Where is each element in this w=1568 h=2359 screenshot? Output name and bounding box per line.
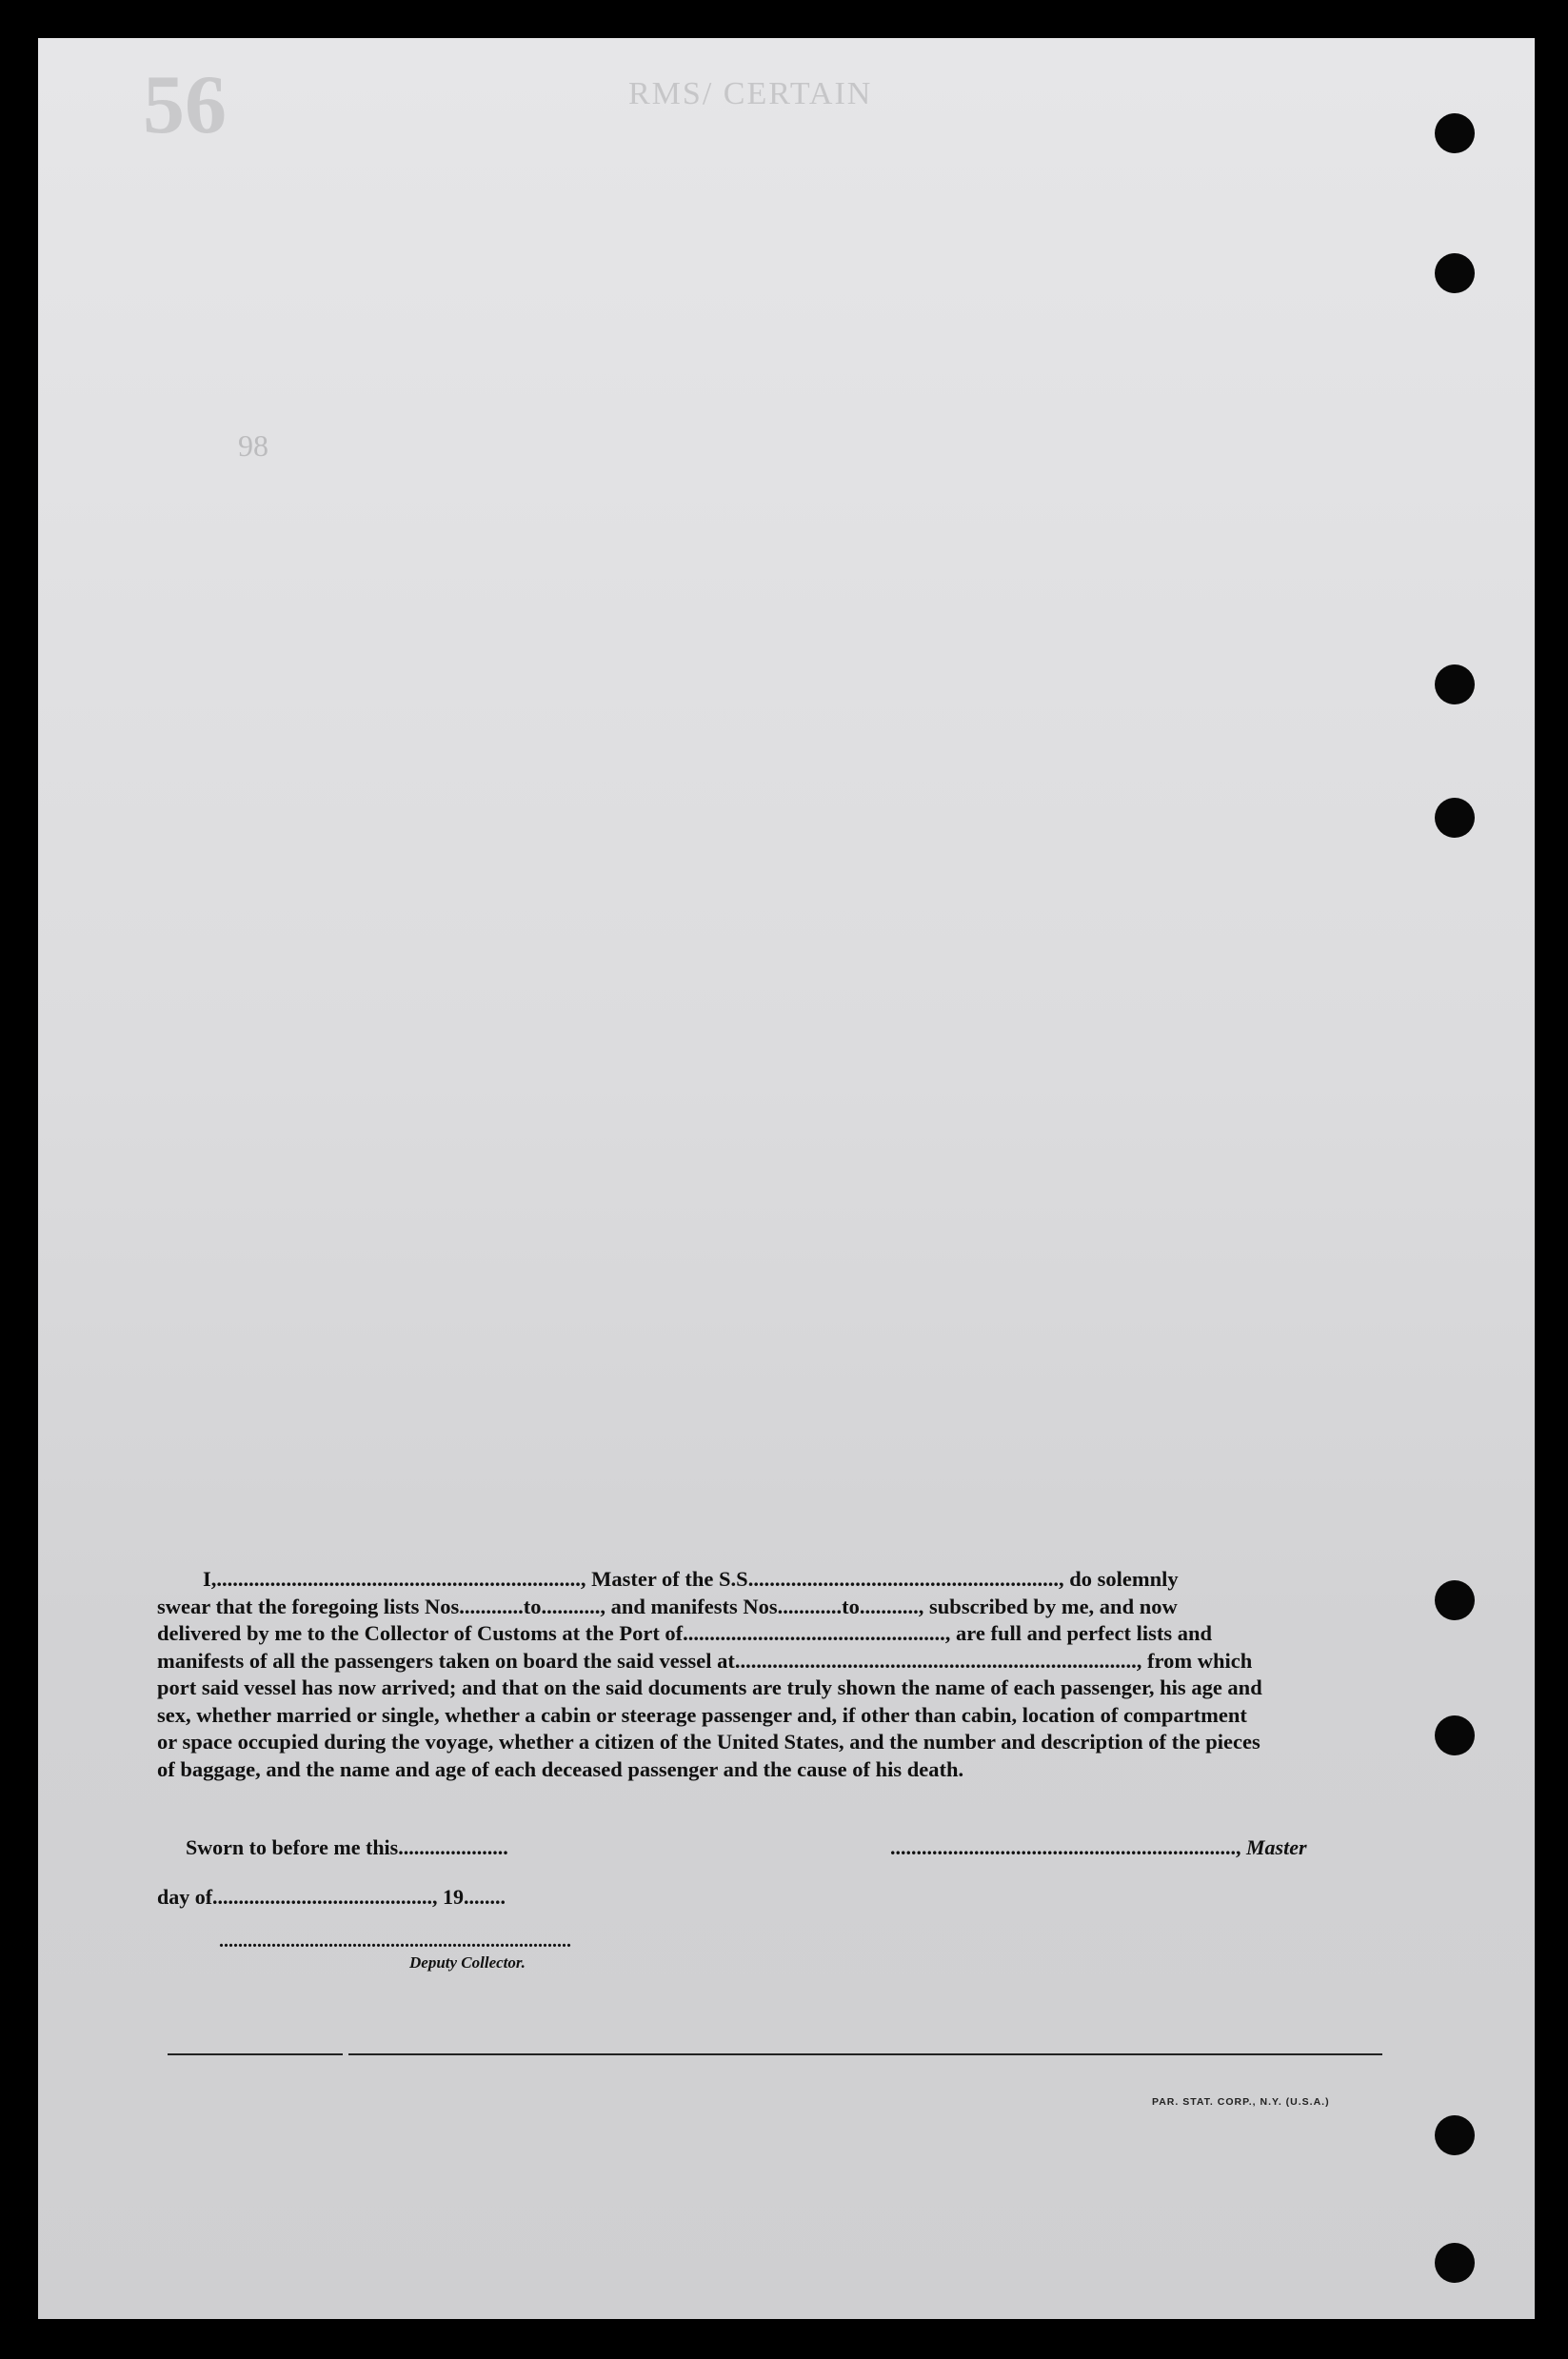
footer-rule-left	[168, 2053, 343, 2055]
oath-paragraph	[157, 1566, 1390, 1783]
binder-hole-7	[1435, 2115, 1475, 2155]
oath-line-8: of baggage, and the name and age of each deceased passenger and the cause of his death.	[157, 1756, 964, 1781]
oath-line-3: delivered by me to the Collector of Customs at the Port of................................................., are full and perfect lists and	[157, 1621, 1213, 1645]
oath-line-1: I,...................................................................., Master of the S.S.........................................................., do solemnly	[203, 1567, 1179, 1591]
oath-line-2: swear that the foregoing lists Nos............to..........., and manifests Nos............to..........., subscribed by me, and now	[157, 1594, 1178, 1618]
deputy-collector-label: Deputy Collector.	[409, 1953, 526, 1972]
day-line: day of.........................................., 19........	[157, 1885, 506, 1909]
master-signature-line: ..................................................................,	[890, 1835, 1241, 1859]
oath-line-5: port said vessel has now arrived; and that on the said documents are truly shown the name of each passenger, his age and	[157, 1675, 1262, 1699]
binder-hole-8	[1435, 2243, 1475, 2283]
sworn-line: Sworn to before me this.....................	[186, 1835, 508, 1859]
binder-hole-6	[1435, 1715, 1475, 1755]
manifest-page	[38, 38, 1535, 2319]
master-signature	[890, 1835, 1307, 1860]
binder-hole-1	[1435, 113, 1475, 153]
master-label: Master	[1246, 1835, 1307, 1859]
binder-hole-2	[1435, 253, 1475, 293]
binder-hole-4	[1435, 798, 1475, 838]
faint-header: RMS/ CERTAIN	[628, 76, 873, 111]
binder-hole-5	[1435, 1580, 1475, 1620]
printer-imprint: PAR. STAT. CORP., N.Y. (U.S.A.)	[1152, 2096, 1330, 2108]
oath-line-4: manifests of all the passengers taken on board the said vessel at..........................................................................., from which	[157, 1648, 1253, 1673]
deputy-signature-line: ..........................................................................	[219, 1931, 571, 1952]
oath-line-6: sex, whether married or single, whether a cabin or steerage passenger and, if other than cabin, location of compartment	[157, 1702, 1247, 1727]
faint-mark: 98	[238, 428, 268, 463]
binder-hole-3	[1435, 664, 1475, 704]
faint-page-number: 56	[143, 59, 227, 151]
oath-line-7: or space occupied during the voyage, whether a citizen of the United States, and the number and description of the pieces	[157, 1730, 1260, 1754]
footer-rule-right	[348, 2053, 1382, 2055]
